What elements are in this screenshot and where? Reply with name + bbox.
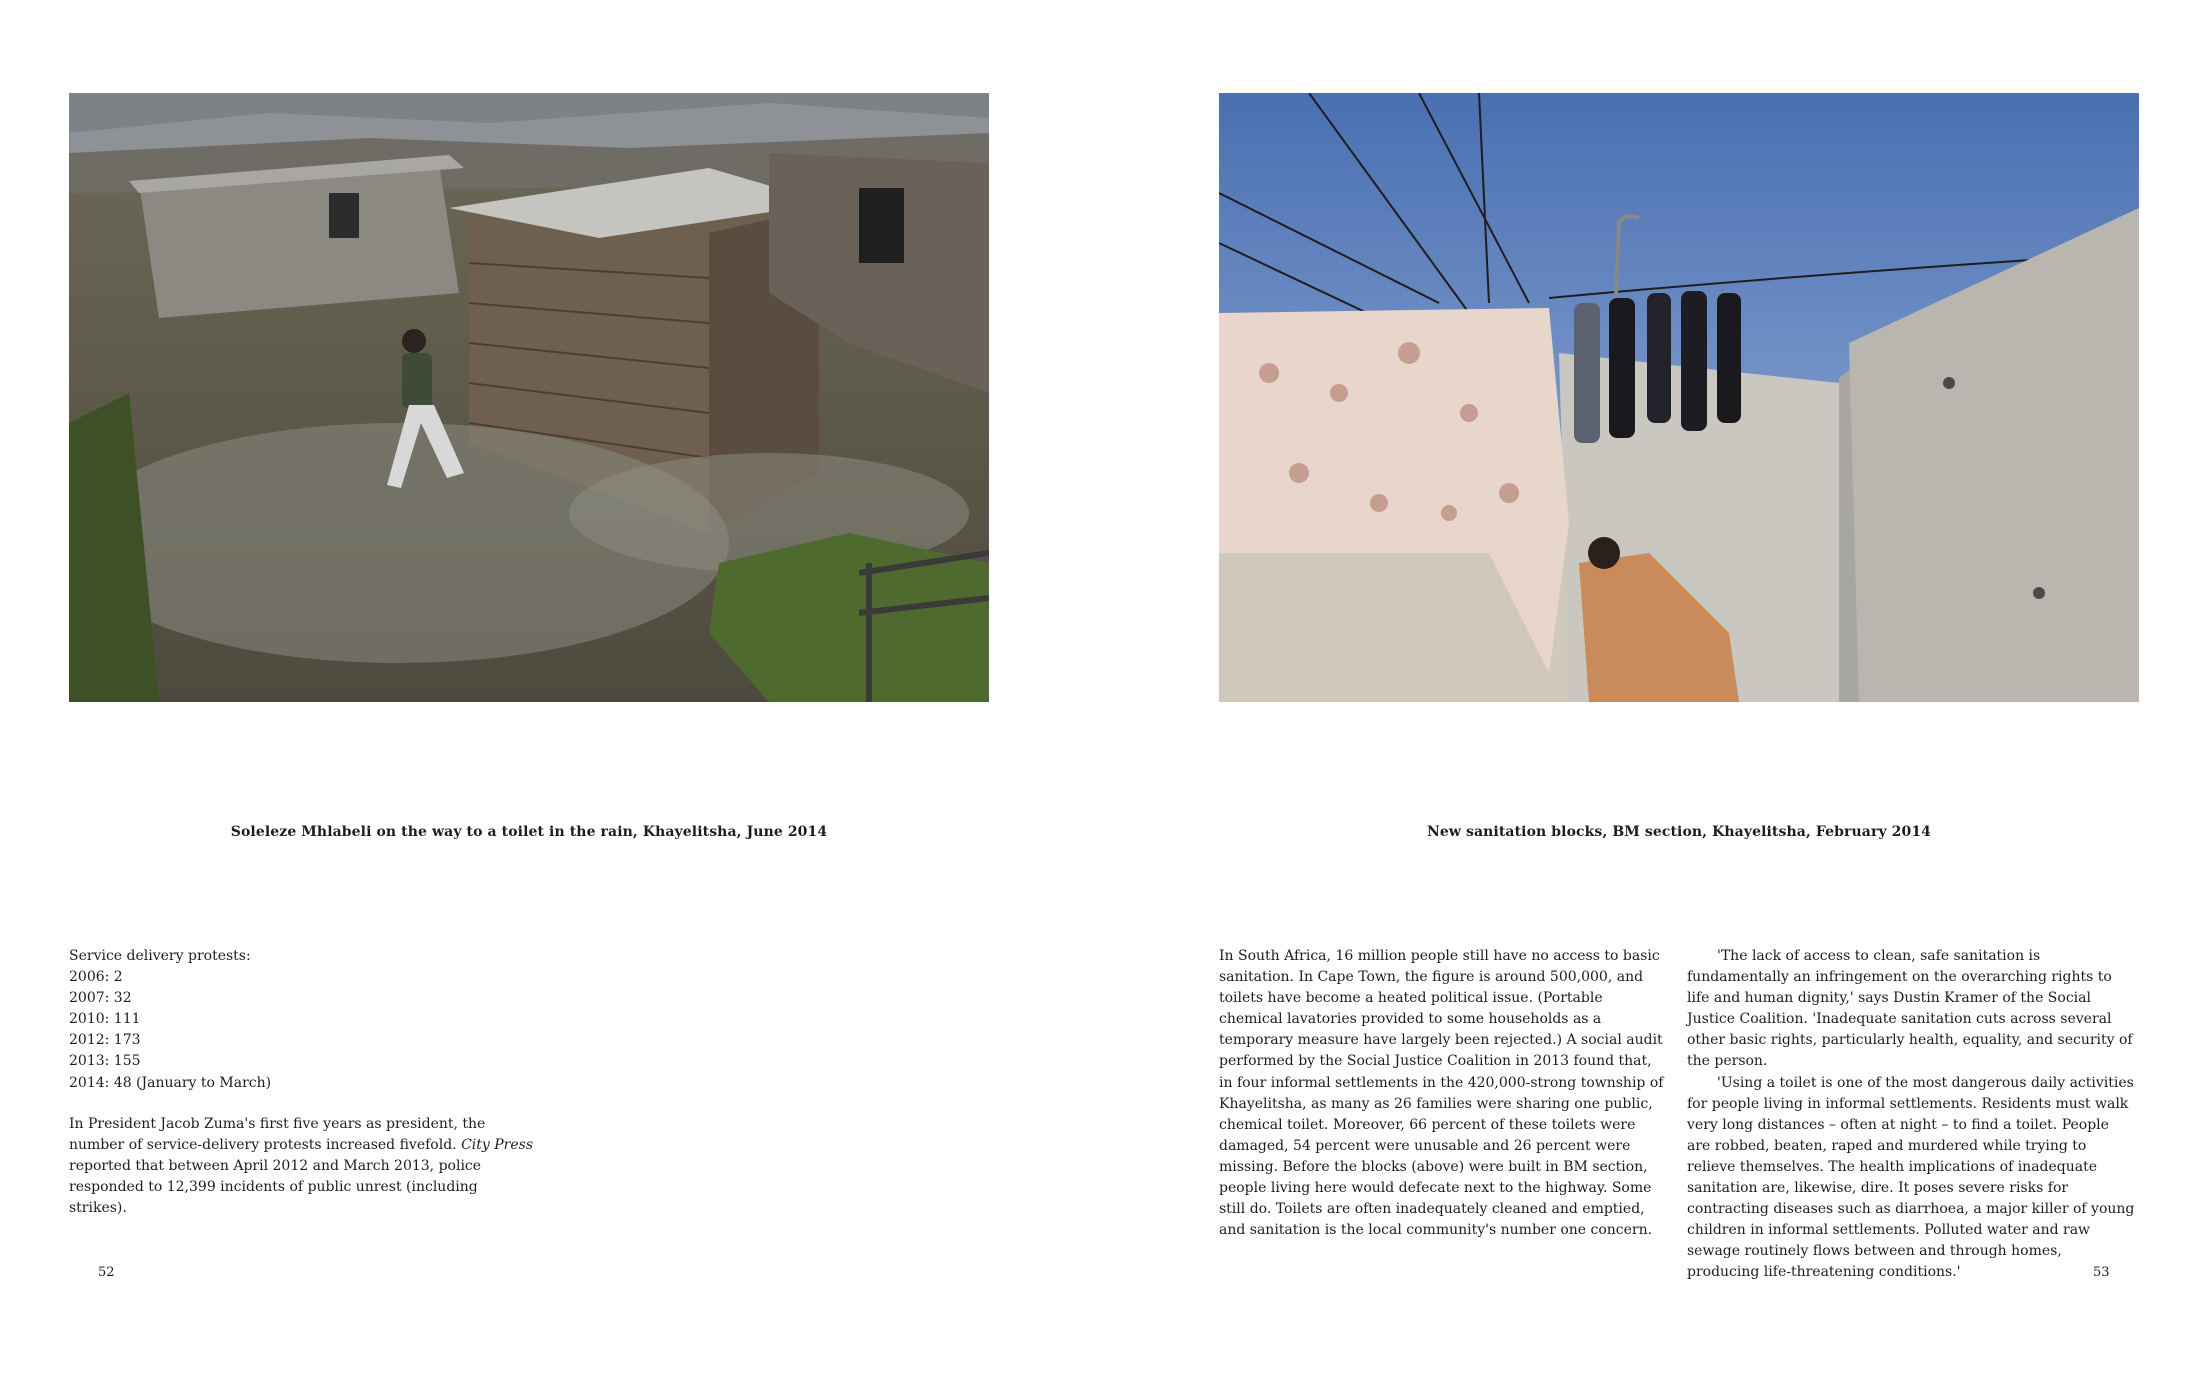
photo-sanitation-blocks <box>1219 93 2139 702</box>
article-column-1 <box>1219 946 1667 1241</box>
right-page <box>1100 0 2200 1376</box>
stats-heading: Service delivery protests: <box>69 948 251 964</box>
quote-paragraph: 'The lack of access to clean, safe sanitation is fundamentally an infringement on the overarching rights to life and human dignity,' says Dustin Kramer of the Social Justice Coalition. 'Inadequate sanitation cuts across several other basic rights, particularly health, equality, and security of the person. <box>1687 948 2133 1070</box>
stats-row: 2012: 173 <box>69 1032 141 1049</box>
paragraph-text: reported that between April 2012 and March 2013, police responded to 12,399 incidents of public unrest (including strikes). <box>69 1158 482 1217</box>
publication-title: City Press <box>461 1137 534 1154</box>
photo-caption: Soleleze Mhlabeli on the way to a toilet in the rain, Khayelitsha, June 2014 <box>230 824 828 840</box>
paragraph-text: In President Jacob Zuma's first five years as president, the number of service-delivery protests increased fivefold. <box>69 1116 486 1154</box>
quote-paragraph: 'Using a toilet is one of the most dangerous daily activities for people living in informal settlements. Residents must walk very long distances – often at night – to find a toilet. People are robbed, beaten, raped and murdered while trying to relieve themselves. The health implications of inadequate sanitation are, likewise, dire. It poses severe risks for contracting diseases such as diarrhoea, a major killer of young children in informal settlements. Polluted water and raw sewage routinely flows between and through homes, producing life-threatening conditions.' <box>1687 1074 2135 1281</box>
article-paragraph: In South Africa, 16 million people still have no access to basic sanitation. In Cape Town, the figure is around 500,000, and toilets have become a heated political issue. (Portable chemical lavatories provided to some households as a temporary measure have largely been rejected.) A social audit performed by the Social Justice Coalition in 2013 found that, in four informal settlements in the 420,000-strong township of Khayelitsha, as many as 26 families were sharing one public, chemical toilet. Moreover, 66 percent of these toilets were damaged, 54 percent were unusable and 26 percent were missing. Before the blocks (above) were built in BM section, people living here would defecate next to the highway. Some still do. Toilets are often inadequately cleaned and emptied, and sanitation is the local community's number one concern. <box>1219 948 1664 1239</box>
stats-row: 2007: 32 <box>69 990 132 1007</box>
stats-row: 2006: 2 <box>69 969 123 986</box>
stats-row: 2010: 111 <box>69 1011 141 1028</box>
photo-caption: New sanitation blocks, BM section, Khayelitsha, February 2014 <box>1426 824 1932 840</box>
stats-row: 2014: 48 (January to March) <box>69 1074 272 1091</box>
stats-row: 2013: 155 <box>69 1053 141 1070</box>
page-number: 53 <box>2093 1265 2110 1280</box>
article-column-2 <box>1687 946 2135 1284</box>
page-number: 52 <box>98 1265 115 1280</box>
photo-shacks-in-rain <box>69 93 989 702</box>
protests-paragraph <box>69 1114 539 1219</box>
protest-stats <box>69 946 529 1094</box>
